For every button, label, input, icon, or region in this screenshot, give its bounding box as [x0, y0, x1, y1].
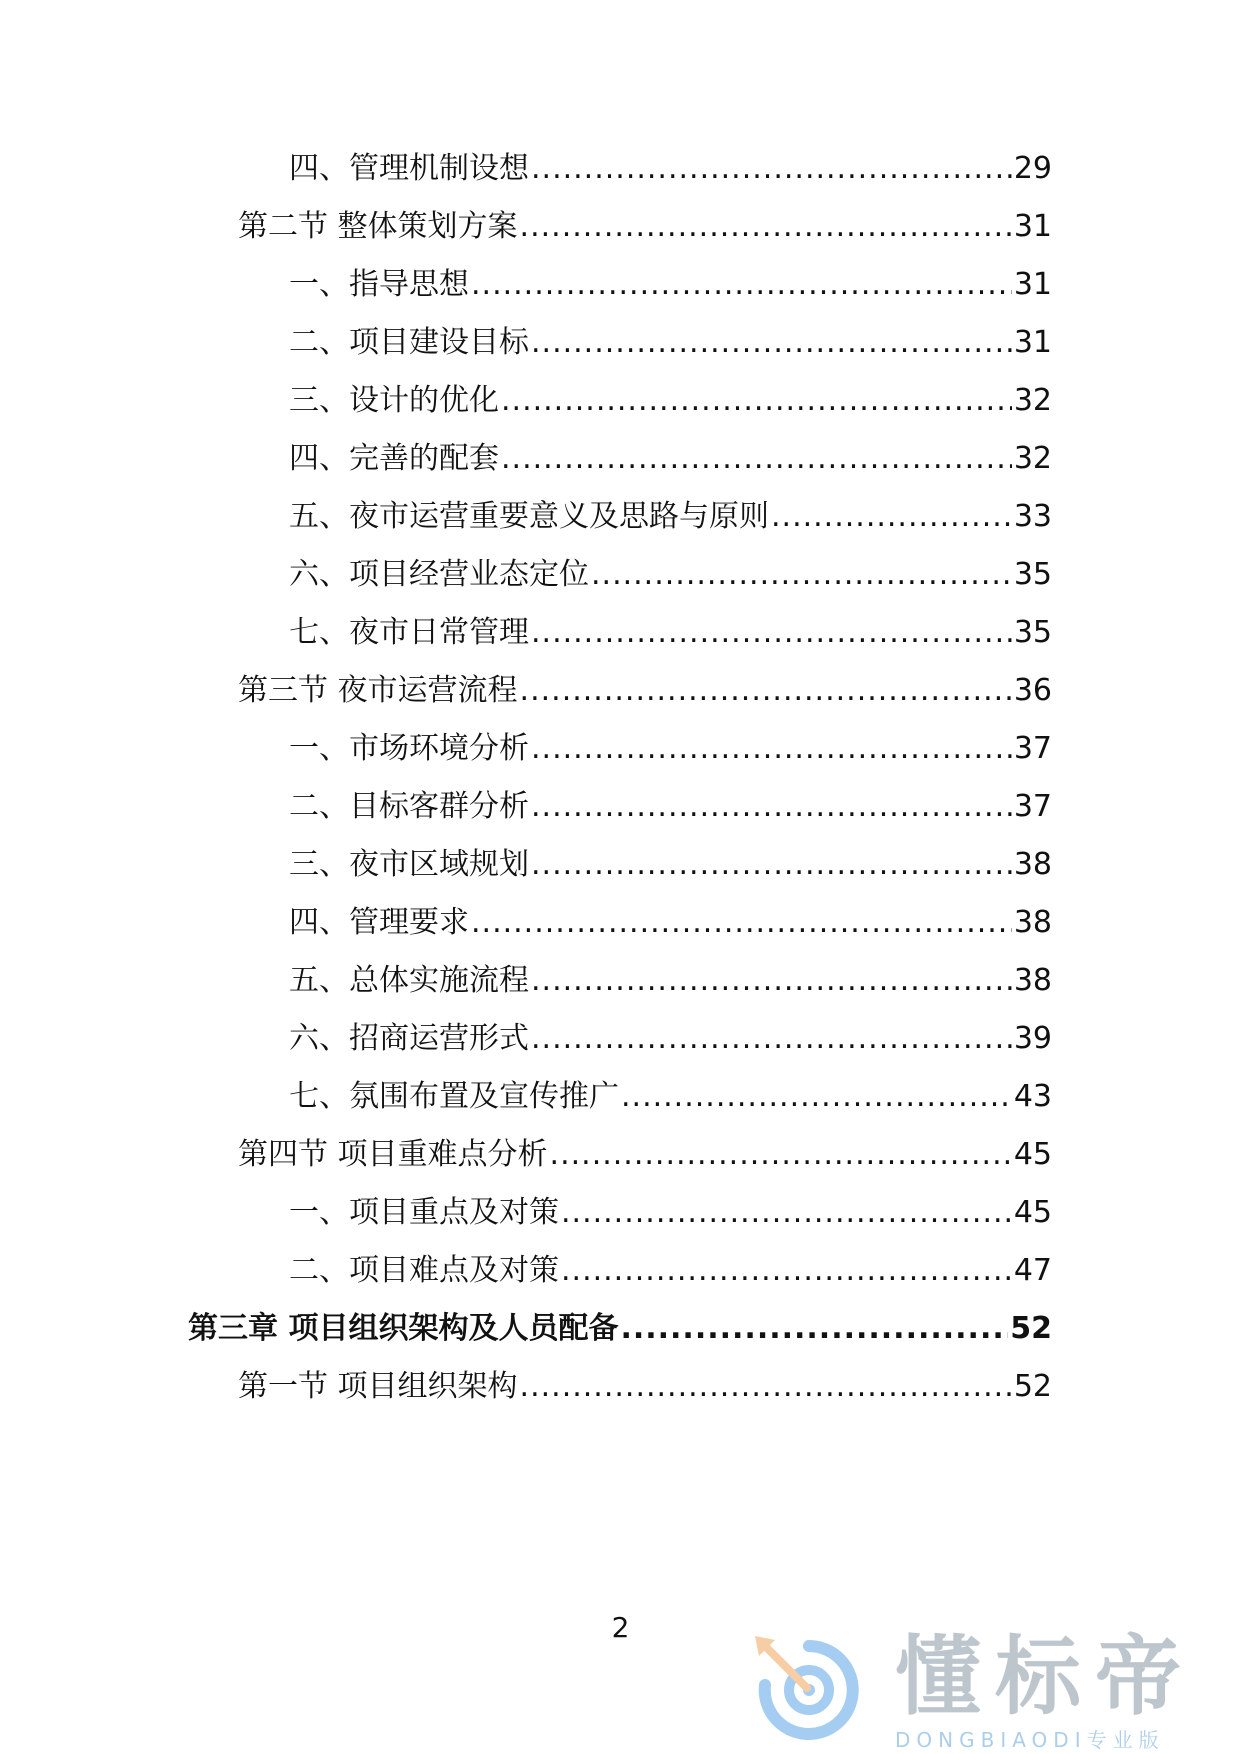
- toc-entry-page: 39: [1013, 1021, 1052, 1056]
- toc-leader-dots: [531, 843, 1012, 887]
- toc-leader-dots: [520, 205, 1012, 249]
- toc-entry-title: 二、项目难点及对策: [289, 1253, 559, 1288]
- toc-entry-page: 37: [1013, 731, 1052, 766]
- toc-entry-title: 五、夜市运营重要意义及思路与原则: [289, 499, 769, 534]
- toc-entry-page: 45: [1013, 1137, 1052, 1172]
- toc-entry-page: 38: [1013, 963, 1052, 998]
- page-number: 2: [611, 1611, 630, 1644]
- toc-entry-page: 35: [1013, 615, 1052, 650]
- toc-leader-dots: [591, 553, 1012, 597]
- toc-entry-title: 一、指导思想: [289, 267, 469, 302]
- toc-entry[interactable]: [238, 1365, 1052, 1409]
- toc-leader-dots: [531, 611, 1012, 655]
- toc-leader-dots: [520, 1365, 1012, 1409]
- toc-entry-title: 一、项目重点及对策: [289, 1195, 559, 1230]
- toc-leader-dots: [501, 379, 1012, 423]
- toc-entry[interactable]: [289, 147, 1052, 191]
- toc-entry[interactable]: [289, 1017, 1052, 1061]
- toc-entry[interactable]: [289, 727, 1052, 771]
- toc-entry-page: 35: [1013, 557, 1052, 592]
- toc-entry[interactable]: [289, 379, 1052, 423]
- toc-entry-page: 31: [1013, 325, 1052, 360]
- toc-entry[interactable]: [289, 495, 1052, 539]
- target-arrow-icon: [745, 1630, 875, 1754]
- toc-leader-dots: [550, 1133, 1012, 1177]
- toc-leader-dots: [531, 785, 1012, 829]
- toc-entry[interactable]: [289, 321, 1052, 365]
- toc-entry-title: 六、项目经营业态定位: [289, 557, 589, 592]
- toc-entry[interactable]: [289, 1249, 1052, 1293]
- toc-entry-page: 38: [1013, 905, 1052, 940]
- toc-entry-page: 52: [1013, 1369, 1052, 1404]
- toc-entry-title: 第三节 夜市运营流程: [238, 673, 518, 708]
- toc-entry-page: 43: [1013, 1079, 1052, 1114]
- toc-entry[interactable]: [289, 437, 1052, 481]
- toc-leader-dots: [531, 727, 1012, 771]
- toc-entry-title: 一、市场环境分析: [289, 731, 529, 766]
- toc-entry-title: 第四节 项目重难点分析: [238, 1137, 548, 1172]
- toc-entry-page: 37: [1013, 789, 1052, 824]
- toc-entry-title: 第二节 整体策划方案: [238, 209, 518, 244]
- toc-leader-dots: [471, 263, 1012, 307]
- toc-entry[interactable]: [289, 1191, 1052, 1235]
- toc-leader-dots: [520, 669, 1012, 713]
- toc-entry-title: 二、目标客群分析: [289, 789, 529, 824]
- toc-entry[interactable]: [289, 843, 1052, 887]
- toc-entry[interactable]: [289, 785, 1052, 829]
- toc-entry[interactable]: [238, 205, 1052, 249]
- toc-entry[interactable]: [289, 553, 1052, 597]
- toc-entry-title: 第三章 项目组织架构及人员配备: [188, 1311, 619, 1346]
- toc-entry-page: 32: [1013, 383, 1052, 418]
- toc-entry-page: 45: [1013, 1195, 1052, 1230]
- toc-leader-dots: [471, 901, 1012, 945]
- toc-entry-title: 第一节 项目组织架构: [238, 1369, 518, 1404]
- toc-leader-dots: [621, 1075, 1012, 1119]
- toc-entry-page: 31: [1013, 209, 1052, 244]
- toc-entry-page: 29: [1013, 151, 1052, 186]
- toc-entry[interactable]: [238, 669, 1052, 713]
- toc-entry-title: 七、氛围布置及宣传推广: [289, 1079, 619, 1114]
- toc-entry-page: 32: [1013, 441, 1052, 476]
- toc-leader-dots: [620, 1307, 1008, 1351]
- toc-chapter-entry[interactable]: [188, 1307, 1052, 1351]
- toc-entry-title: 六、招商运营形式: [289, 1021, 529, 1056]
- toc-entry-title: 四、管理要求: [289, 905, 469, 940]
- toc-leader-dots: [531, 147, 1012, 191]
- toc-entry-page: 52: [1010, 1311, 1052, 1346]
- toc-entry-title: 四、管理机制设想: [289, 151, 529, 186]
- toc-leader-dots: [531, 321, 1012, 365]
- toc-entry-title: 三、设计的优化: [289, 383, 499, 418]
- toc-entry[interactable]: [289, 1075, 1052, 1119]
- toc-leader-dots: [531, 1017, 1012, 1061]
- toc-entry-page: 31: [1013, 267, 1052, 302]
- toc-entry-title: 四、完善的配套: [289, 441, 499, 476]
- toc-entry[interactable]: [289, 901, 1052, 945]
- toc-entry[interactable]: [238, 1133, 1052, 1177]
- toc-entry-title: 二、项目建设目标: [289, 325, 529, 360]
- watermark-brand-name: 懂标帝: [895, 1627, 1195, 1727]
- toc-entry-page: 36: [1013, 673, 1052, 708]
- toc-entry[interactable]: [289, 611, 1052, 655]
- toc-entry-page: 33: [1013, 499, 1052, 534]
- watermark-subtitle: DONGBIAODI专业版: [895, 1728, 1165, 1752]
- toc-leader-dots: [561, 1191, 1012, 1235]
- toc-leader-dots: [771, 495, 1012, 539]
- toc-entry-title: 七、夜市日常管理: [289, 615, 529, 650]
- toc-entry-page: 38: [1013, 847, 1052, 882]
- watermark: [745, 1627, 1225, 1754]
- toc-entry-page: 47: [1013, 1253, 1052, 1288]
- toc-entry[interactable]: [289, 263, 1052, 307]
- toc-leader-dots: [501, 437, 1012, 481]
- toc-entry-title: 五、总体实施流程: [289, 963, 529, 998]
- toc-leader-dots: [531, 959, 1012, 1003]
- toc-entry[interactable]: [289, 959, 1052, 1003]
- toc-entry-title: 三、夜市区域规划: [289, 847, 529, 882]
- toc-leader-dots: [561, 1249, 1012, 1293]
